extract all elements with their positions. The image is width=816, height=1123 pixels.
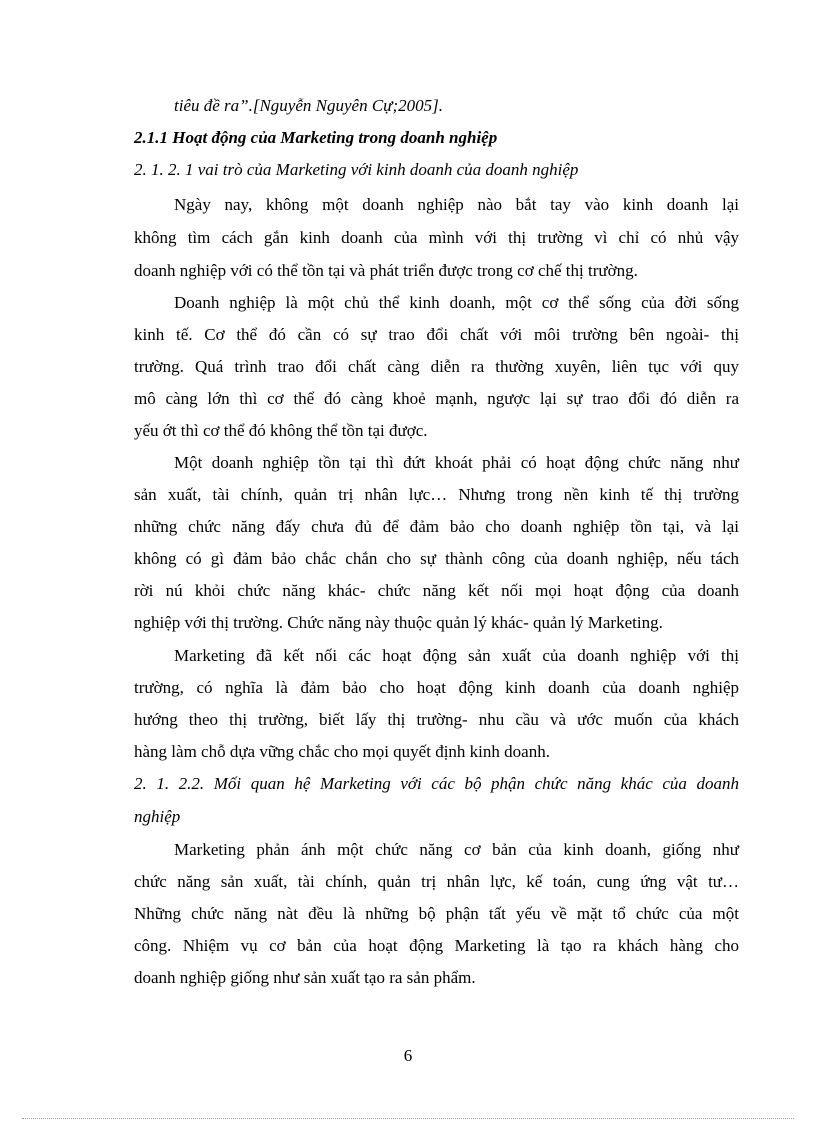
subsection-heading-2-1-2-2: 2. 1. 2.2. Mối quan hệ Marketing với các bộ phận chức năng khác của doanh bbox=[134, 774, 739, 793]
paragraph-line: không có gì đảm bảo chắc chắn cho sự thành công của doanh nghiệp, nếu tách bbox=[134, 549, 739, 568]
paragraph-line: sản xuất, tài chính, quản trị nhân lực… Nhưng trong nền kinh tế thị trường bbox=[134, 485, 739, 504]
paragraph-line: Marketing đã kết nối các hoạt động sản xuất của doanh nghiệp với thị bbox=[174, 646, 739, 665]
paragraph-line: Một doanh nghiệp tồn tại thì đứt khoát phải có hoạt động chức năng như bbox=[174, 453, 739, 472]
paragraph-line: doanh nghiệp giống như sản xuất tạo ra sản phẩm. bbox=[134, 968, 476, 987]
paragraph-line: trường, có nghĩa là đảm bảo cho hoạt động kinh doanh của doanh nghiệp bbox=[134, 678, 739, 697]
paragraph-line: Marketing phản ánh một chức năng cơ bản của kinh doanh, giống như bbox=[174, 840, 739, 859]
citation-continuation: tiêu đề ra”.[Nguyễn Nguyên Cự;2005]. bbox=[174, 96, 443, 115]
subsection-heading-2-1-2-1: 2. 1. 2. 1 vai trò của Marketing với kinh doanh của doanh nghiệp bbox=[134, 160, 579, 179]
paragraph-line: không tìm cách gắn kinh doanh của mình với thị trường vì chỉ có nhủ vậy bbox=[134, 228, 739, 247]
paragraph-line: hướng theo thị trường, biết lấy thị trường- nhu cầu và ước muốn của khách bbox=[134, 710, 739, 729]
section-heading-2-1-1: 2.1.1 Hoạt động của Marketing trong doanh nghiệp bbox=[134, 128, 498, 147]
paragraph-line: Những chức năng nàt đều là những bộ phận tất yếu về mặt tổ chức của một bbox=[134, 904, 739, 923]
paragraph-line: trường. Quá trình trao đổi chất càng diễn ra thường xuyên, liên tục với quy bbox=[134, 357, 739, 376]
paragraph-line: Doanh nghiệp là một chủ thể kinh doanh, một cơ thể sống của đời sống bbox=[174, 293, 739, 312]
paragraph-line: rời nú khỏi chức năng khác- chức năng kết nối mọi hoạt động của doanh bbox=[134, 581, 739, 600]
paragraph-line: kinh tế. Cơ thể đó cần có sự trao đổi chất với môi trường bên ngoài- thị bbox=[134, 325, 739, 344]
paragraph-line: công. Nhiệm vụ cơ bản của hoạt động Marketing là tạo ra khách hàng cho bbox=[134, 936, 739, 955]
subsection-heading-2-1-2-2-cont: nghiệp bbox=[134, 807, 181, 826]
paragraph-line: nghiệp với thị trường. Chức năng này thuộc quản lý khác- quản lý Marketing. bbox=[134, 613, 663, 632]
paragraph-line: những chức năng đấy chưa đủ để đảm bảo cho doanh nghiệp tồn tại, và lại bbox=[134, 517, 739, 536]
paragraph-line: doanh nghiệp với có thể tồn tại và phát triển được trong cơ chế thị trường. bbox=[134, 261, 638, 280]
paragraph-line: yếu ớt thì cơ thể đó không thể tồn tại được. bbox=[134, 421, 428, 440]
page-bottom-divider bbox=[22, 1118, 794, 1119]
paragraph-line: Ngày nay, không một doanh nghiệp nào bắt tay vào kinh doanh lại bbox=[174, 195, 739, 214]
paragraph-line: chức năng sản xuất, tài chính, quản trị nhân lực, kế toán, cung ứng vật tư… bbox=[134, 872, 739, 891]
paragraph-line: mô càng lớn thì cơ thể đó càng khoẻ mạnh, ngược lại sự trao đổi đó diễn ra bbox=[134, 389, 739, 408]
paragraph-line: hàng làm chỗ dựa vững chắc cho mọi quyết định kinh doanh. bbox=[134, 742, 550, 761]
page-number: 6 bbox=[403, 1046, 413, 1065]
